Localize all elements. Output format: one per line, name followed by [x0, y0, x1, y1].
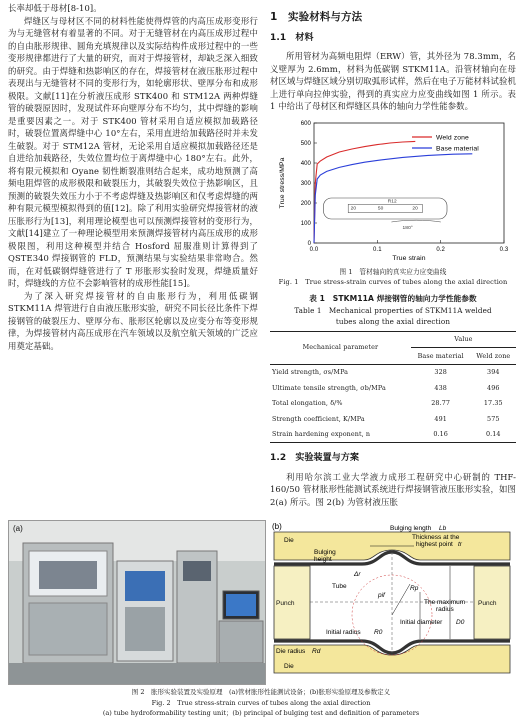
legend-label-0: Weld zone: [436, 133, 469, 141]
paragraph-research-aim: 为了深入研究焊接管材的自由胀形行为，利用低碳钢 STKM11A 焊管进行自由液压胀形实验，研究不同长径比条件下焊接钢管的破裂压力、壁厚分布、胀形区轮廓以及应变分布等变形规律，为焊接管材内高压成形在汽车领域以及航空航天领域的广泛应用奠定基础。: [8, 290, 258, 351]
table-row: Strength coefficient, K/MPa 491 575: [272, 414, 500, 423]
y-tick-label: 100: [300, 220, 311, 227]
x-tick-label: 0.0: [309, 246, 319, 253]
subsection-title-materials: 1.1 材料: [270, 32, 314, 43]
legend-label-1: Base material: [436, 144, 479, 152]
figure-2-caption-en: Fig. 2 True stress-strain curves of tubes along the axial direction: [151, 698, 371, 707]
label-bulging-length: Bulging length: [390, 525, 432, 532]
table-header-value: Value: [411, 331, 516, 348]
specimen-dimension-label: R12: [387, 199, 397, 205]
y-tick-label: 0: [307, 240, 311, 247]
y-tick-label: 200: [300, 200, 311, 207]
label-initial-diameter: Initial diameter: [400, 619, 443, 626]
label-bulging-height: Bulging: [314, 549, 336, 556]
label-die-top: Die: [284, 537, 294, 544]
bulging-principle-diagram: [270, 520, 514, 685]
svg-text:Δr: Δr: [354, 571, 361, 578]
svg-text:pif: pif: [378, 592, 385, 599]
paragraph-setup: 利用哈尔滨工业大学液力成形工程研究中心研制的 THF-160/50 管材胀形性能测试系统进行焊接钢管液压胀形实验，如图 2(a) 所示。图 2(b) 为管材液压胀: [270, 471, 516, 507]
table-1-title-en-2: tubes along the axial direction: [335, 316, 451, 326]
paragraph-continued: 长率却低于母材[8-10]。: [8, 3, 102, 13]
table-row: Strain hardening exponent, n 0.16 0.14: [270, 427, 516, 443]
svg-text:D0: D0: [456, 619, 465, 626]
label-die-radius: Die radius: [276, 648, 306, 655]
table-row: Ultimate tensile strength, σb/MPa 438 496: [272, 383, 500, 392]
table-1-title-en: Table 1 Mechanical properties of STKM11A welded: [294, 305, 492, 315]
schem-label: (b): [272, 522, 282, 531]
y-tick-label: 500: [300, 140, 311, 147]
specimen-arc: [391, 220, 440, 222]
specimen-gauge: [348, 204, 422, 212]
paragraph-literature-review: 焊缝区与母材区不同的材料性能使得焊管的内高压成形变形行为与无缝管材有着显著的不同。对于无缝管材在内高压成形过程中的自由胀形规律、圆角充填规律以及实际结构件成形过程中的一些变形规律都进行了大量的研究，而对于焊接管材，却缺乏深入细致的研究。由于焊缝和热影响区的存在，焊接管材在液压胀形过程中表现出与无缝管材不同的变形行为，如轮廓形状、壁厚分布和成形极限。文献[11]在分析液压成形 STK400 和 STM12A 两种焊缝管的破裂原因时，发现试件环向壁厚分布不均匀，其中焊缝的影响是重要因素之一。对于 STK400 管材采用自适应模拟加载路径时，破裂位置离焊缝中心 10°左右，采用直进给加载路径时并未发生破裂。对于 STM12A 管材，无论采用自适应模拟加载路径还是自进给加载路径，失效位置均位于离焊缝中心 180°左右。此外，将有限元模拟和 Oyane 韧性断裂准则结合起来，成功地预测了高频电阻焊管的成形极限和破裂压力，其破裂失效位于热影响区，且预测的破裂失效压力小于不考虑焊缝及热影响区和仅考虑焊缝的两种有限元模型模拟得到的值[12]。除了利用实验研究焊接管材的液压胀形行为[13]，利用理论模型也可以预测焊接管材的变形行为，文献[14]建立了一种理论模型用来预测焊接管材内高压成形的成形极限图，利用这种模型并结合 Hosford 屈服准则计算得到了 QSTE340 焊接钢管的 FLD，预测结果与实验结果非常吻合。然而，在对低碳钢焊缝管进行了 T 形胀形实验时发现，焊缝质量好时，焊缝线的方位不会影响管材的成形性能[15]。: [8, 15, 258, 288]
right-column: [270, 2, 516, 508]
svg-text:highest point: highest point: [416, 541, 453, 548]
svg-text:height: height: [314, 556, 332, 563]
specimen-dimension-label: 180°: [402, 225, 413, 231]
plot-frame: [314, 123, 504, 243]
table-header-base: Base material: [411, 348, 471, 365]
paragraph-materials: 所用管材为高频电阻焊（ERW）管，其外径为 78.3mm，名义壁厚为 2.6mm，材料为低碳钢 STKM11A。沿管材轴向在母材区域与焊缝区域分别切取弧形试样，然后在电子万能材料试验机上进行单向拉伸实验，得到的真实应力应变曲线如图 1 所示。表 1 中给出了母材区和焊缝区具体的轴向力学性能参数。: [270, 51, 516, 111]
label-punch-right: Punch: [478, 600, 497, 607]
series-line-0: [314, 141, 415, 243]
table-1-title-cn: 表 1 STKM11A 焊接钢管的轴向力学性能参数: [309, 293, 477, 303]
figure-1: [270, 117, 516, 267]
label-thickness: Thickness at the: [412, 534, 460, 541]
specimen-dimension-label: 20: [350, 206, 357, 212]
svg-text:R0: R0: [374, 629, 383, 636]
subsection-title-setup: 1.2 实验装置与方案: [270, 453, 360, 463]
svg-text:tr: tr: [458, 541, 462, 548]
testing-unit-photo: [8, 520, 266, 685]
specimen-dimension-label: 50: [377, 206, 384, 212]
left-column: [8, 2, 258, 352]
mechanical-properties-table: [270, 331, 516, 444]
figure-1-caption-en: Fig. 1 True stress-strain curves of tubes along the axial direction: [278, 277, 508, 286]
figure-2-caption-en-2: (a) tube hydroformability testing unit；(b) principal of bulging test and definition of parameters: [102, 709, 420, 717]
photo-label: (a): [13, 524, 23, 533]
label-max-radius: The maximum: [424, 599, 466, 606]
figure-2-caption-cn: 图 2 胀形实验装置及实验原理 (a)管材胀形性能测试设备；(b)胀形实验原理及参数定义: [131, 688, 391, 696]
stress-strain-chart: [270, 117, 516, 267]
x-tick-label: 0.3: [499, 246, 509, 253]
y-tick-label: 300: [300, 180, 311, 187]
table-row: Yield strength, σs/MPa 328 394: [272, 368, 500, 376]
svg-text:Lb: Lb: [439, 525, 447, 532]
table-header-weld: Weld zone: [471, 348, 516, 365]
svg-text:Rp: Rp: [410, 585, 419, 592]
x-tick-label: 0.2: [436, 246, 445, 253]
series-line-1: [314, 153, 472, 242]
figure-2-caption: [8, 687, 514, 719]
table-row: Total elongation, δ/% 28.77 17.35: [272, 399, 503, 407]
y-tick-label: 600: [300, 120, 311, 127]
label-die-bottom: Die: [284, 663, 294, 670]
label-punch-left: Punch: [276, 600, 295, 607]
y-axis-label: True stress/MPa: [279, 156, 286, 209]
x-tick-label: 0.1: [373, 246, 382, 253]
label-initial-radius: Initial radius: [326, 629, 361, 636]
svg-text:Rd: Rd: [312, 648, 321, 655]
figure-1-caption-cn: 图 1 管材轴向的真实应力应变曲线: [339, 267, 447, 276]
table-header-parameter: Mechanical parameter: [270, 331, 411, 364]
y-tick-label: 400: [300, 160, 311, 167]
x-axis-label: True strain: [392, 254, 426, 262]
label-tube: Tube: [332, 583, 347, 590]
figure-2: [8, 520, 514, 685]
specimen-dimension-label: 20: [412, 206, 418, 212]
section-title: 1 实验材料与方法: [270, 11, 363, 23]
svg-text:radius: radius: [436, 606, 454, 613]
testing-unit-illustration: [9, 521, 266, 685]
specimen-outline: [324, 198, 448, 219]
